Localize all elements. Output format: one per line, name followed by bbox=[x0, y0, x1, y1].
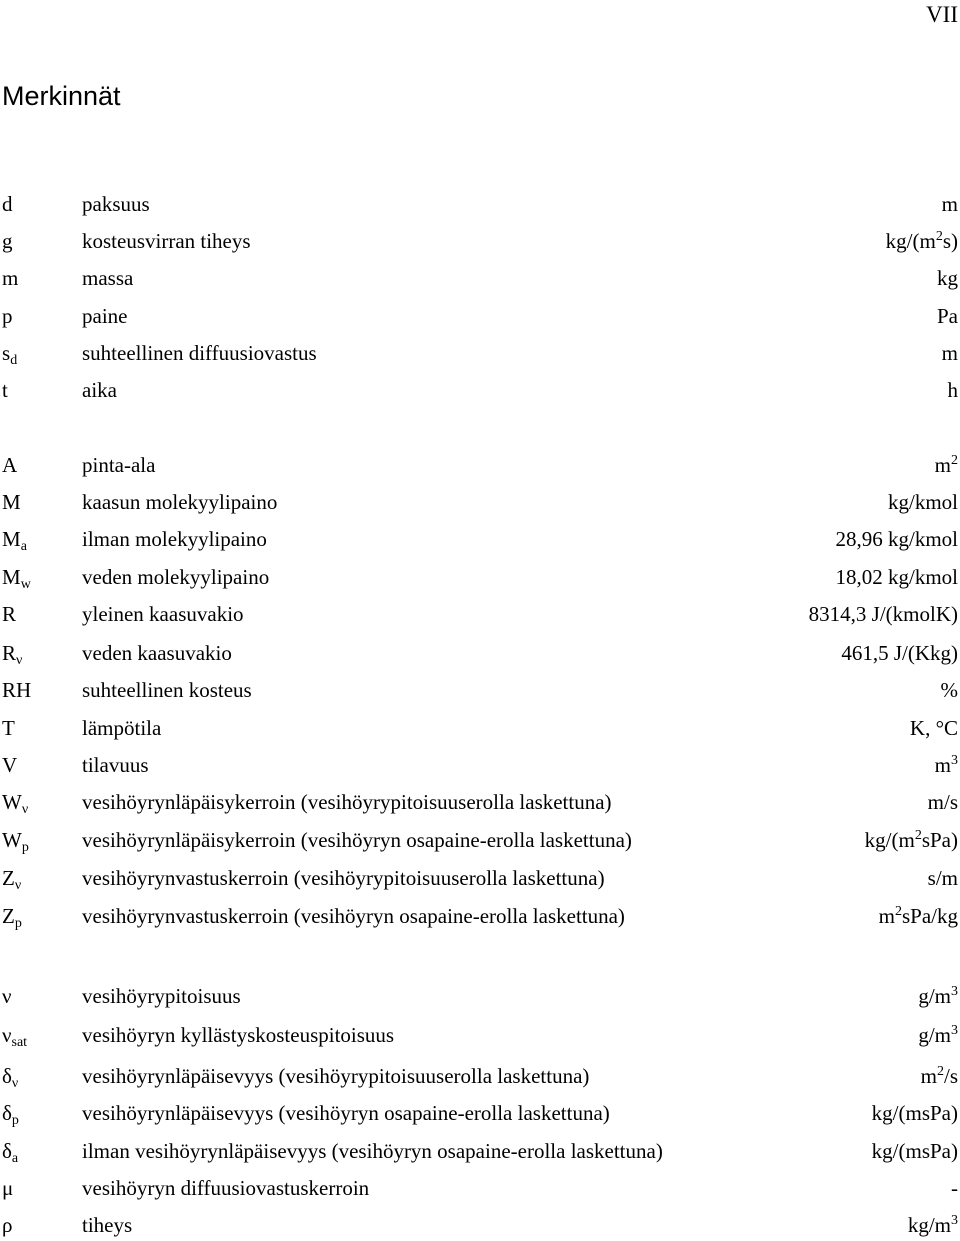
symbol bbox=[2, 262, 18, 294]
symbol-letter: δ bbox=[2, 1064, 12, 1088]
symbol-row bbox=[0, 712, 960, 744]
symbol-subscript: a bbox=[20, 539, 27, 554]
symbol-subscript: ν bbox=[16, 653, 23, 668]
symbol bbox=[2, 374, 8, 406]
symbol-unit bbox=[921, 1060, 958, 1092]
symbol-unit bbox=[888, 486, 958, 518]
symbol-description: vesihöyrynvastuskerroin (vesihöyrypitoisuuserolla laskettuna) bbox=[82, 866, 605, 890]
symbol bbox=[2, 637, 22, 669]
symbol-description: tiheys bbox=[82, 1213, 133, 1237]
symbol-description: yleinen kaasuvakio bbox=[82, 602, 244, 626]
symbol-letter: R bbox=[2, 602, 17, 626]
symbol-description: veden molekyylipaino bbox=[82, 565, 270, 589]
symbol-subscript: p bbox=[14, 916, 22, 931]
unit-superscript: 3 bbox=[951, 1213, 958, 1228]
symbol-unit bbox=[941, 674, 959, 706]
unit-superscript: 3 bbox=[951, 984, 958, 999]
unit-superscript: 3 bbox=[951, 753, 958, 768]
unit-text: kg/kmol bbox=[887, 490, 958, 514]
unit-text: - bbox=[951, 1176, 958, 1200]
symbol-description: veden kaasuvakio bbox=[82, 641, 232, 665]
unit-text: g/m bbox=[918, 984, 951, 1008]
symbol-subscript: a bbox=[11, 1151, 19, 1166]
symbol-row bbox=[0, 1060, 960, 1092]
symbol bbox=[2, 1019, 27, 1051]
symbol bbox=[2, 1135, 18, 1167]
symbol-row bbox=[0, 862, 960, 894]
symbol bbox=[2, 824, 29, 856]
symbol-row bbox=[0, 674, 960, 706]
symbol-letter: δ bbox=[2, 1139, 12, 1163]
symbol-row bbox=[0, 188, 960, 220]
unit-text: m bbox=[934, 753, 951, 777]
symbol-unit bbox=[886, 225, 958, 257]
symbol bbox=[2, 188, 13, 220]
symbol-description: pinta-ala bbox=[82, 453, 156, 477]
symbol-description: ilman molekyylipaino bbox=[82, 527, 267, 551]
unit-text: m bbox=[941, 192, 958, 216]
symbol bbox=[2, 337, 17, 369]
symbol-subscript: sat bbox=[11, 1035, 28, 1050]
symbol-description: vesihöyrypitoisuus bbox=[82, 984, 241, 1008]
symbol-letter: RH bbox=[2, 678, 32, 702]
unit-text: m bbox=[941, 341, 958, 365]
unit-superscript: 2 bbox=[936, 1064, 944, 1079]
symbol bbox=[2, 862, 21, 894]
unit-superscript: 2 bbox=[951, 453, 958, 468]
symbol-letter: R bbox=[2, 641, 17, 665]
unit-text: m/s bbox=[927, 790, 958, 814]
symbol-letter: δ bbox=[2, 1101, 12, 1125]
symbol-letter: V bbox=[2, 753, 18, 777]
symbol-description: paksuus bbox=[82, 192, 150, 216]
symbol-row bbox=[0, 824, 960, 856]
symbol bbox=[2, 1097, 19, 1129]
symbol-subscript: ν bbox=[14, 878, 22, 893]
symbol-row bbox=[0, 262, 960, 294]
symbol-description: vesihöyrynläpäisevyys (vesihöyryn osapaine-erolla laskettuna) bbox=[82, 1101, 610, 1125]
symbol-row bbox=[0, 900, 960, 932]
symbol-row bbox=[0, 786, 960, 818]
symbol-description: lämpötila bbox=[82, 716, 162, 740]
symbol-unit bbox=[910, 712, 958, 744]
unit-text: Pa bbox=[937, 304, 958, 328]
symbol-description: vesihöyryn kyllästyskosteuspitoisuus bbox=[82, 1023, 395, 1047]
unit-text: g/m bbox=[918, 1023, 951, 1047]
symbol-row bbox=[0, 523, 960, 555]
symbol-letter: p bbox=[2, 304, 13, 328]
symbol-description: suhteellinen kosteus bbox=[82, 678, 252, 702]
unit-text: 28,96 kg/kmol bbox=[835, 527, 958, 551]
symbol-row bbox=[0, 1135, 960, 1167]
symbol-letter: T bbox=[2, 716, 15, 740]
symbol-description: ilman vesihöyrynläpäisevyys (vesihöyryn osapaine-erolla laskettuna) bbox=[82, 1139, 663, 1163]
unit-text-suffix: sPa/kg bbox=[901, 904, 958, 928]
unit-text: m bbox=[934, 453, 951, 477]
unit-text: kg bbox=[937, 266, 958, 290]
symbol-unit bbox=[937, 262, 958, 294]
symbol-unit bbox=[935, 449, 958, 481]
symbol-row bbox=[0, 1209, 960, 1241]
symbol bbox=[2, 561, 31, 593]
unit-text: h bbox=[947, 378, 958, 402]
symbol-unit bbox=[928, 786, 958, 818]
symbol-description: suhteellinen diffuusiovastus bbox=[82, 341, 317, 365]
symbol-unit bbox=[908, 1209, 958, 1241]
symbol-letter: M bbox=[2, 527, 21, 551]
symbol-letter: A bbox=[2, 453, 18, 477]
symbol-unit bbox=[841, 637, 958, 669]
unit-text: kg/(msPa) bbox=[871, 1101, 958, 1125]
unit-text: kg/(msPa) bbox=[871, 1139, 958, 1163]
symbol-description: paine bbox=[82, 304, 128, 328]
symbol bbox=[2, 749, 17, 781]
page-title: Merkinnät bbox=[2, 81, 121, 111]
page-number: VII bbox=[926, 2, 958, 27]
symbol bbox=[2, 225, 13, 257]
symbol-letter: Z bbox=[2, 866, 15, 890]
symbol-unit bbox=[865, 824, 958, 856]
unit-superscript: 3 bbox=[951, 1023, 958, 1038]
symbol bbox=[2, 598, 16, 630]
symbol-letter: Z bbox=[2, 904, 15, 928]
symbol-description: vesihöyryn diffuusiovastuskerroin bbox=[82, 1176, 370, 1200]
symbol-letter: M bbox=[2, 490, 21, 514]
unit-text: kg/m bbox=[907, 1213, 951, 1237]
symbol-row bbox=[0, 561, 960, 593]
symbol-letter: t bbox=[2, 378, 8, 402]
unit-text: K, °C bbox=[909, 716, 958, 740]
symbol-unit bbox=[872, 1097, 958, 1129]
symbol-description: tilavuus bbox=[82, 753, 149, 777]
symbol-subscript: ν bbox=[11, 1076, 19, 1091]
unit-text: 461,5 J/(Kkg) bbox=[841, 641, 958, 665]
symbol-unit bbox=[948, 374, 959, 406]
symbol-letter: μ bbox=[2, 1176, 14, 1200]
symbol-unit bbox=[835, 523, 958, 555]
symbol-letter: ν bbox=[2, 984, 12, 1008]
symbol-subscript: p bbox=[21, 840, 29, 855]
symbol-unit bbox=[918, 980, 958, 1012]
symbol-row bbox=[0, 980, 960, 1012]
symbol-unit bbox=[928, 862, 958, 894]
unit-text: m bbox=[878, 904, 895, 928]
symbol-letter: s bbox=[2, 341, 11, 365]
symbol-description: kosteusvirran tiheys bbox=[82, 229, 251, 253]
unit-text: % bbox=[940, 678, 958, 702]
unit-superscript: 2 bbox=[894, 904, 902, 919]
symbol-letter: W bbox=[2, 790, 22, 814]
unit-text-suffix: s) bbox=[942, 229, 958, 253]
symbol-unit bbox=[879, 900, 958, 932]
symbol-row bbox=[0, 1019, 960, 1051]
unit-text: 8314,3 J/(kmolK) bbox=[808, 602, 958, 626]
symbol-unit bbox=[918, 1019, 958, 1051]
symbol-row bbox=[0, 337, 960, 369]
symbol-subscript: ν bbox=[21, 802, 29, 817]
symbol-letter: ρ bbox=[2, 1213, 13, 1237]
symbol-row bbox=[0, 374, 960, 406]
symbol-subscript: w bbox=[20, 577, 31, 592]
unit-text: kg/(m bbox=[864, 828, 915, 852]
symbol bbox=[2, 674, 31, 706]
symbol-letter: d bbox=[2, 192, 13, 216]
symbol-subscript: p bbox=[11, 1113, 19, 1128]
symbol-description: vesihöyrynläpäisykerroin (vesihöyrypitoisuuserolla laskettuna) bbox=[82, 790, 612, 814]
symbol-unit bbox=[942, 188, 958, 220]
unit-superscript: 2 bbox=[914, 828, 922, 843]
symbol-row bbox=[0, 225, 960, 257]
symbol bbox=[2, 1172, 13, 1204]
unit-text: m bbox=[920, 1064, 937, 1088]
symbol-description: aika bbox=[82, 378, 117, 402]
symbol-row bbox=[0, 486, 960, 518]
symbol-description: kaasun molekyylipaino bbox=[82, 490, 278, 514]
symbol-description: vesihöyrynvastuskerroin (vesihöyryn osapaine-erolla laskettuna) bbox=[82, 904, 625, 928]
unit-text-suffix: /s bbox=[943, 1064, 958, 1088]
symbol bbox=[2, 486, 21, 518]
symbol-letter: m bbox=[2, 266, 19, 290]
symbol-row bbox=[0, 1172, 960, 1204]
symbol-row bbox=[0, 300, 960, 332]
symbol bbox=[2, 1060, 18, 1092]
symbol bbox=[2, 786, 28, 818]
symbol-unit bbox=[809, 598, 958, 630]
unit-text: s/m bbox=[927, 866, 958, 890]
symbol-description: massa bbox=[82, 266, 134, 290]
symbol-unit bbox=[872, 1135, 958, 1167]
symbol-row bbox=[0, 449, 960, 481]
symbol bbox=[2, 300, 13, 332]
symbol-description: vesihöyrynläpäisykerroin (vesihöyryn osapaine-erolla laskettuna) bbox=[82, 828, 632, 852]
unit-text-suffix: sPa) bbox=[921, 828, 958, 852]
symbol-row bbox=[0, 749, 960, 781]
symbol-letter: W bbox=[2, 828, 22, 852]
symbol-row bbox=[0, 1097, 960, 1129]
symbol-letter: M bbox=[2, 565, 21, 589]
unit-text: 18,02 kg/kmol bbox=[835, 565, 958, 589]
unit-superscript: 2 bbox=[935, 229, 943, 244]
symbol bbox=[2, 712, 15, 744]
symbol bbox=[2, 980, 12, 1012]
symbol-row bbox=[0, 598, 960, 630]
symbol-unit bbox=[835, 561, 958, 593]
symbol-unit bbox=[942, 337, 958, 369]
symbol-unit bbox=[935, 749, 958, 781]
symbol-row bbox=[0, 637, 960, 669]
symbol-unit bbox=[937, 300, 958, 332]
symbol bbox=[2, 900, 22, 932]
symbol-description: vesihöyrynläpäisevyys (vesihöyrypitoisuuserolla laskettuna) bbox=[82, 1064, 590, 1088]
symbol-unit bbox=[951, 1172, 958, 1204]
symbol-subscript: d bbox=[10, 353, 18, 368]
symbol-letter: g bbox=[2, 229, 13, 253]
symbol bbox=[2, 523, 27, 555]
symbol bbox=[2, 1209, 12, 1241]
symbol bbox=[2, 449, 17, 481]
symbol-letter: ν bbox=[2, 1023, 12, 1047]
unit-text: kg/(m bbox=[885, 229, 936, 253]
